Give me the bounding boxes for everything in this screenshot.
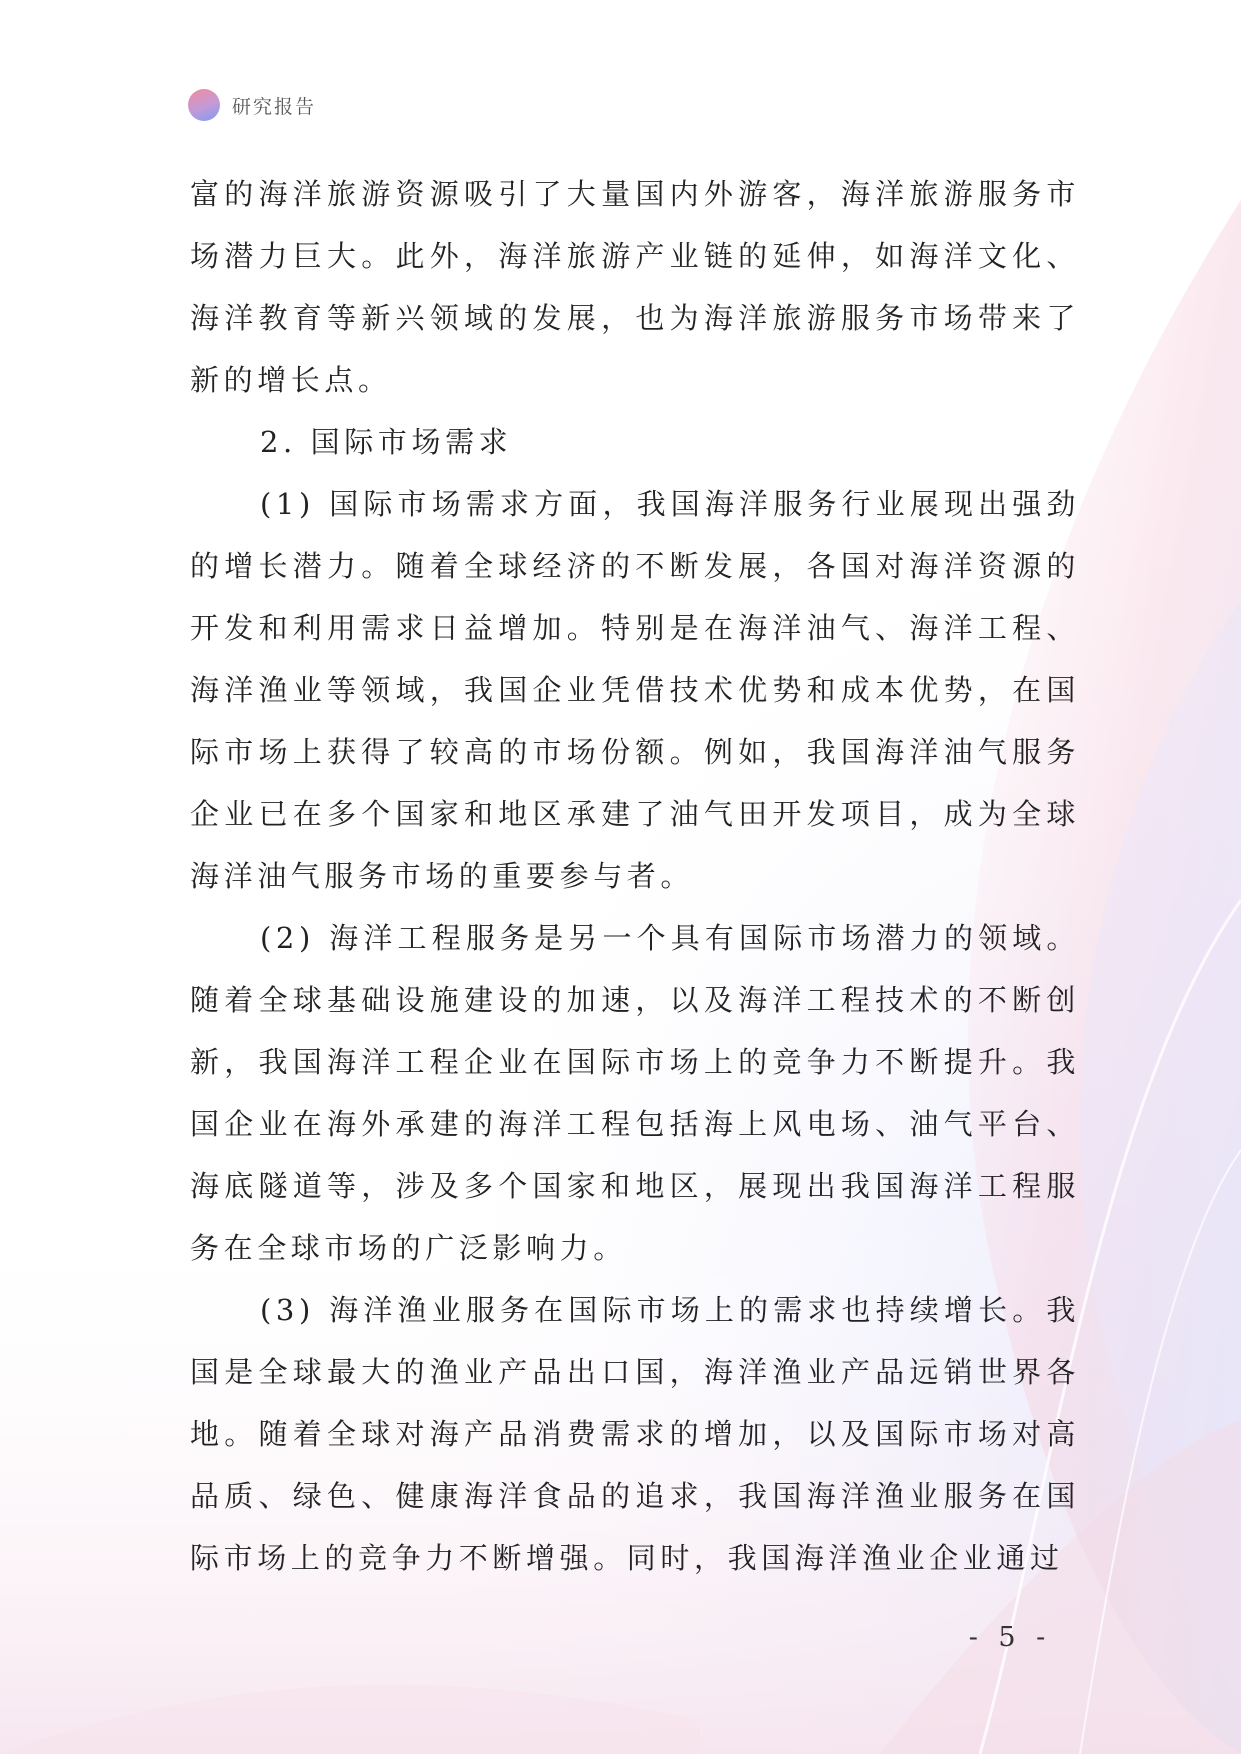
paragraph: (1) 国际市场需求方面，我国海洋服务行业展现出强劲的增长潜力。随着全球经济的不断发展，各国对海洋资源的开发和利用需求日益增加。特别是在海洋油气、海洋工程、海洋渔业等领域，我国企业凭借技术优势和成本优势，在国际市场上获得了较高的市场份额。例如，我国海洋油气服务企业已在多个国家和地区承建了油气田开发项目，成为全球海洋油气服务市场的重要参与者。 — [190, 487, 1080, 893]
header-label: 研究报告 — [232, 95, 317, 118]
logo-circle-icon — [188, 89, 220, 121]
page-number: - 5 - — [968, 1622, 1052, 1653]
document-body — [190, 163, 1080, 1589]
section-heading: 2. 国际市场需求 — [260, 425, 513, 459]
report-header — [188, 88, 316, 122]
paragraph: (2) 海洋工程服务是另一个具有国际市场潜力的领域。随着全球基础设施建设的加速，以及海洋工程技术的不断创新，我国海洋工程企业在国际市场上的竞争力不断提升。我国企业在海外承建的海洋工程包括海上风电场、油气平台、海底隧道等，涉及多个国家和地区，展现出我国海洋工程服务在全球市场的广泛影响力。 — [190, 921, 1080, 1265]
paragraph: 富的海洋旅游资源吸引了大量国内外游客，海洋旅游服务市场潜力巨大。此外，海洋旅游产业链的延伸，如海洋文化、海洋教育等新兴领域的发展，也为海洋旅游服务市场带来了新的增长点。 — [190, 177, 1080, 397]
paragraph: (3) 海洋渔业服务在国际市场上的需求也持续增长。我国是全球最大的渔业产品出口国，海洋渔业产品远销世界各地。随着全球对海产品消费需求的增加，以及国际市场对高品质、绿色、健康海洋食品的追求，我国海洋渔业服务在国际市场上的竞争力不断增强。同时，我国海洋渔业企业通过 — [190, 1293, 1080, 1575]
